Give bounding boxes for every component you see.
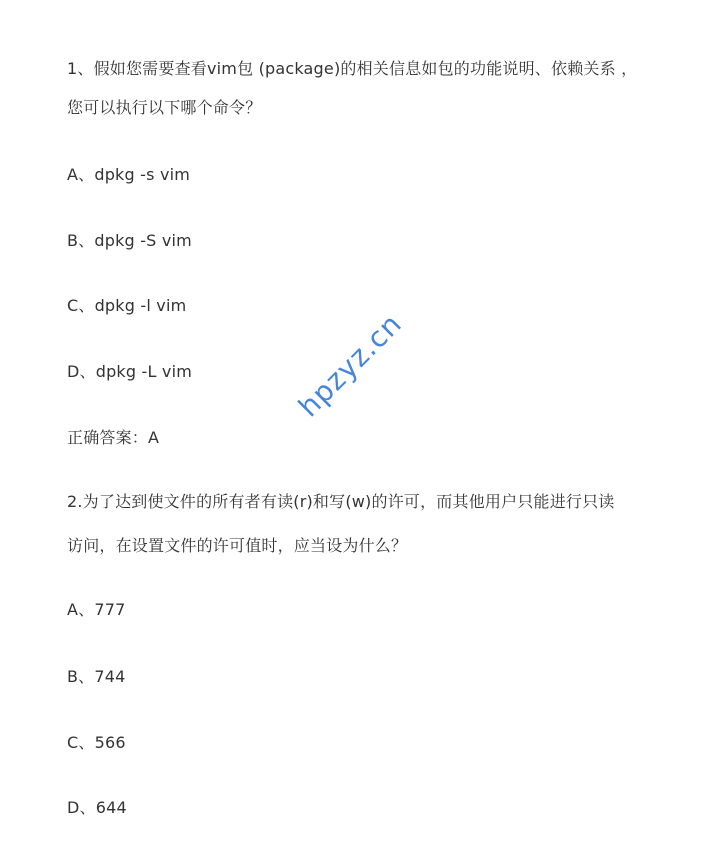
- question-2-option-c: C、566: [67, 733, 126, 752]
- question-1-text-line-1: 1、假如您需要查看vim包 (package)的相关信息如包的功能说明、依赖关系 ，: [67, 59, 638, 78]
- watermark: hpzyz.cn: [292, 306, 409, 424]
- question-1-answer: 正确答案：A: [67, 428, 160, 447]
- question-2-text-line-1: 2.为了达到使文件的所有者有读(r)和写(w)的许可，而其他用户只能进行只读: [67, 492, 615, 511]
- question-2-option-a: A、777: [67, 600, 126, 619]
- question-2-text-line-2: 访问，在设置文件的许可值时，应当设为什么？: [67, 536, 408, 555]
- question-1-text-line-2: 您可以执行以下哪个命令？: [67, 98, 262, 117]
- question-2-option-d: D、644: [67, 798, 127, 817]
- question-1-option-b: B、dpkg -S vim: [67, 231, 192, 250]
- question-1-option-a: A、dpkg -s vim: [67, 165, 191, 184]
- question-2-option-b: B、744: [67, 667, 126, 686]
- question-1-option-c: C、dpkg -l vim: [67, 296, 187, 315]
- question-1-option-d: D、dpkg -L vim: [67, 362, 193, 381]
